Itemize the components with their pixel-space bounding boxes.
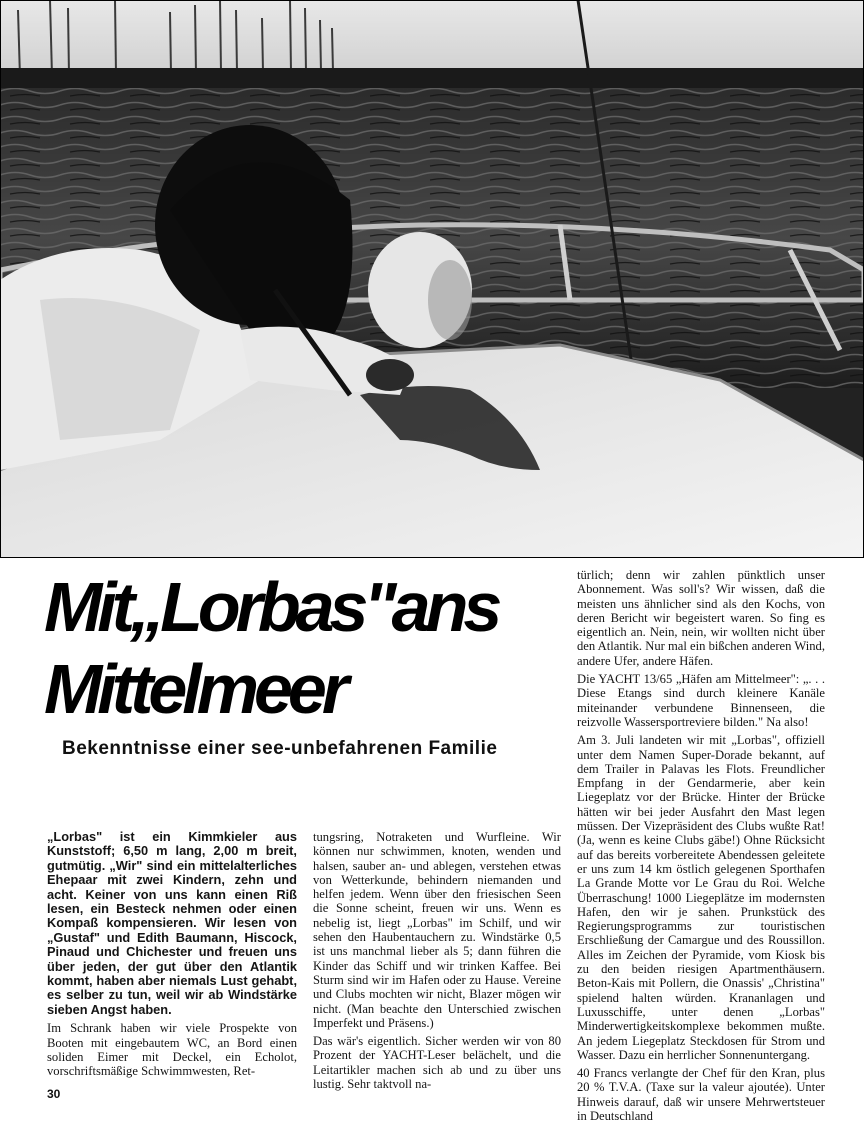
lead-paragraph: „Lorbas" ist ein Kimmkieler aus Kunststoff; 6,50 m lang, 2,00 m breit, gutmütig. „Wir" sind ein mittelalterliches Ehepaar mit zwei Kindern, zehn und acht. Keiner von uns kann einen Riß lesen, ein Besteck nehmen oder einen Kompaß kompensieren. Wir lesen von „Gustaf" und Edith Baumann, Hiscock, Pinaud und Chichester und freuen uns über jeden, der gut über den Atlantik kommt, haben aber niemals Lust gehabt, es selber zu tun, weil wir ab Windstärke sieben Angst haben. xyxy=(47,829,297,1017)
body-paragraph: Am 3. Juli landeten wir mit „Lorbas", offiziell unter dem Namen Super-Dorade bekannt, auf dem Trailer in Palavas les Flots. Freundlicher Empfang in der Gendarmerie, aber kein Liegeplatz vor der Brücke. Hinter der Brücke hätten wir bei jeder Ausfahrt den Mast legen müssen. Der Vizepräsident des Clubs wußte Rat! (Ja, wenn es keine Clubs gäbe!) Ohne Rücksicht auf das bereits vorbereitete Abendessen geleitete er uns zum 14 km östlich gelegenen Sporthafen La Grande Motte vor Le Grau du Roi. Welche Überraschung! 1000 Liegeplätze im modernsten Hafen, den wir je sahen. Prunkstück des Regierungsprogramms zur touristischen Erschließung der Camargue und des Roussillon. Alles im Zeichen der Pyramide, vom Kiosk bis zu den beiden riesigen Apartmenthäusern. Beton-Kais mit Pollern, die Onassis' „Christina" spielend halten würden. Krananlagen und Luxusschiffe, unter denen „Lorbas" Minderwertigkeitskomplexe bekommen mußte. An jedem Liegeplatz Steckdosen für Strom und Wasser. Dazu ein herrlicher Sonnenuntergang. xyxy=(577,733,825,1062)
cover-photo xyxy=(0,0,864,558)
article-subtitle: Bekenntnisse einer see-unbefahrenen Familie xyxy=(62,738,498,759)
body-paragraph: Die YACHT 13/65 „Häfen am Mittelmeer": „. . . Diese Etangs sind durch kleinere Kanäle miteinander verbundene Binnenseen, die reizvolle Wassersportreviere bilden." Na also! xyxy=(577,672,825,729)
page-number: 30 xyxy=(47,1087,61,1101)
body-paragraph: Im Schrank haben wir viele Prospekte von Booten mit eingebautem WC, an Bord einen soliden Eimer mit Deckel, ein Echolot, vorschriftsmäßige Schwimmwesten, Ret- xyxy=(47,1021,297,1079)
body-paragraph: türlich; denn wir zahlen pünktlich unser Abonnement. Was soll's? Wir wissen, daß die meisten uns ähnlicher sind als den Kochs, von deren Bericht wir begeistert waren. So fing es eigentlich an. Nein, nein, wir wollten nicht über den Atlantik. Nur mal ein bißchen anderen Wind, andere Ufer, andere Häfen. xyxy=(577,568,825,668)
body-paragraph: Das wär's eigentlich. Sicher werden wir von 80 Prozent der YACHT-Leser belächelt, und die Leitartikler machen sich ab und zu über uns lustig. Sehr taktvoll na- xyxy=(313,1034,561,1092)
title-line-2: Mittelmeer xyxy=(44,650,345,728)
text-column-2 xyxy=(313,830,561,1091)
text-column-3 xyxy=(577,568,825,1123)
body-paragraph: 40 Francs verlangte der Chef für den Kran, plus 20 % T.V.A. (Taxe sur la valeur ajoutée). Unter Hinweis darauf, daß wir unsere Mehrwertsteuer in Deutschland xyxy=(577,1066,825,1123)
text-column-1 xyxy=(47,830,297,1078)
body-paragraph: tungsring, Notraketen und Wurfleine. Wir können nur schwimmen, knoten, wenden und halsen, sauber an- und ablegen, verstehen etwas von Wetterkunde, behindern niemanden und helfen jedem. Wenn über den friesischen Seen die Sonne scheint, freuen wir uns. Wenn es nebelig ist, liegt „Lorbas" im Schilf, und wir sehen den Haubentauchern zu. Windstärke 0,5 ist uns manchmal lieber als 5; dann führen die Kinder das Schiff und wir trinken Kaffee. Bei Sturm sind wir im Hafen oder zu Hause. Vereine und Clubs mochten wir nicht, Blazer mögen wir nicht. (Man beachte den Unterschied zwischen Imperfekt und Präsens.) xyxy=(313,830,561,1030)
photo-boat-deck-illustration xyxy=(0,0,864,558)
title-line-1: Mit„Lorbas"ans xyxy=(44,568,498,646)
article-title xyxy=(44,566,497,730)
